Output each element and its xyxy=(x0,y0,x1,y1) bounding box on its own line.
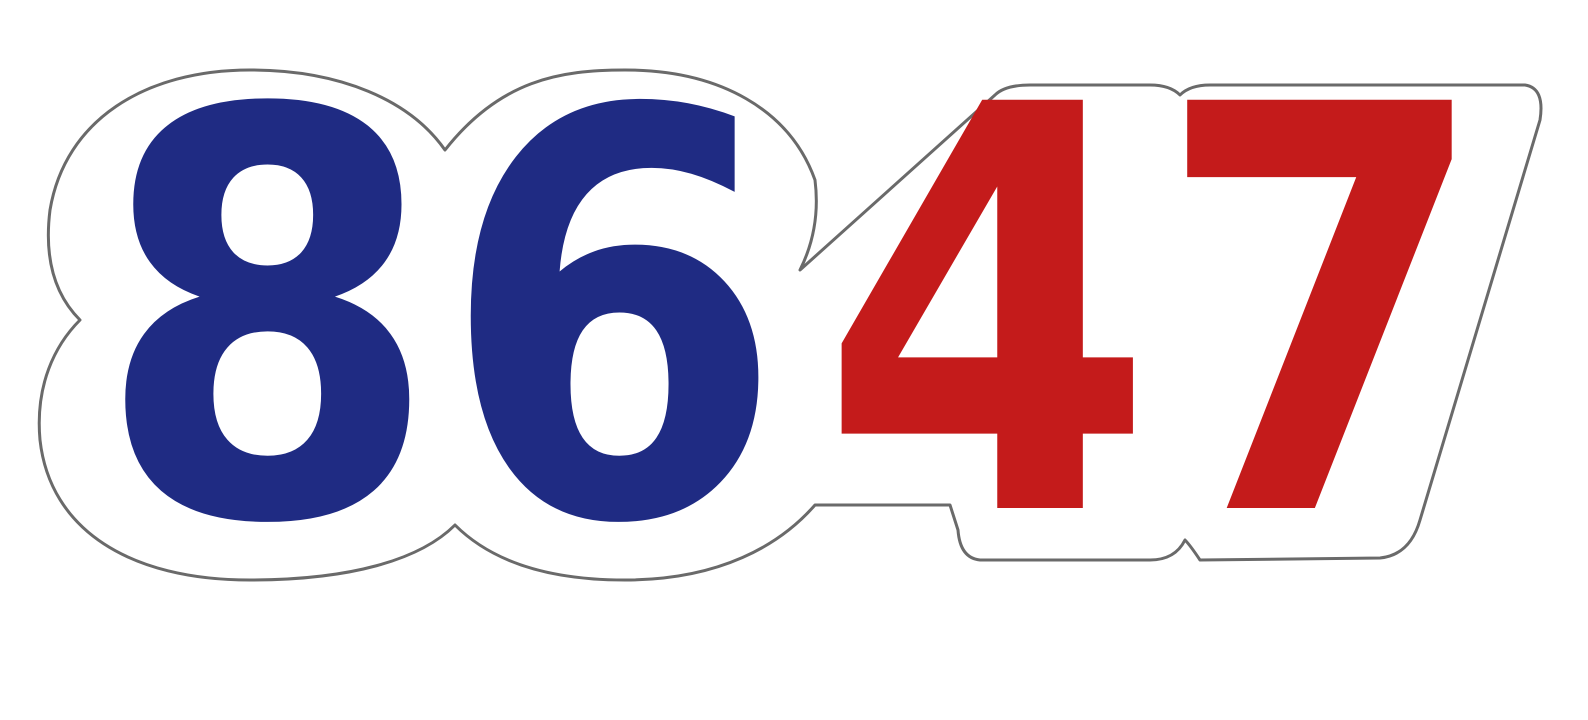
left-digits: 86 xyxy=(95,0,785,647)
right-digits: 47 xyxy=(820,0,1490,641)
